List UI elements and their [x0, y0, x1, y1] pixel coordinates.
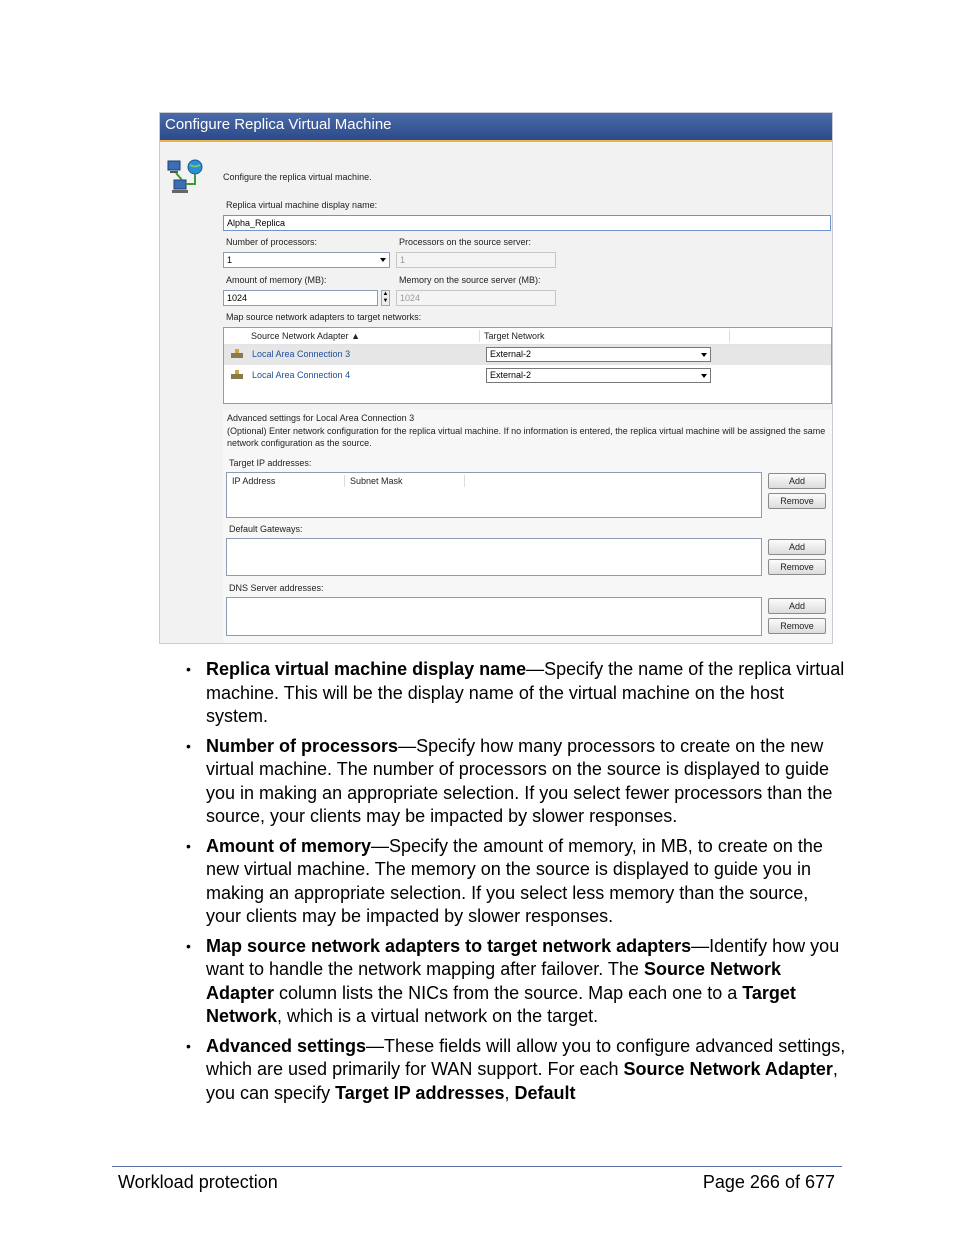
remove-ip-button[interactable]: Remove	[768, 493, 826, 509]
add-dns-button[interactable]: Add	[768, 598, 826, 614]
gateways-label: Default Gateways:	[229, 524, 303, 534]
list-item	[186, 658, 846, 729]
target-network-value: External-2	[490, 370, 532, 380]
grid-row[interactable]	[224, 366, 831, 386]
network-adapter-icon	[230, 370, 244, 380]
advanced-note: (Optional) Enter network configuration for the replica virtual machine. If no information is entered, the replica virtual machine will be assigned the same network configuration as the source.	[227, 426, 826, 448]
sort-ascending-icon: ▲	[351, 331, 360, 341]
bullet-text: —Specify how many processors to create on the new virtual machine. The number of processors on the source is displayed to guide you in making an appropriate selection. If you select fewer processors than the source, your clients may be impacted by slower responses.	[206, 735, 833, 826]
title-underline	[160, 140, 832, 142]
footer-divider	[112, 1166, 842, 1167]
adapter-name: Local Area Connection 4	[252, 370, 351, 380]
memory-spinner[interactable]	[381, 290, 390, 306]
bullet-term: Replica virtual machine display name	[206, 659, 527, 679]
memory-value: 1024	[227, 293, 248, 303]
spinner-up-icon[interactable]: ▲	[382, 291, 389, 297]
display-name-label: Replica virtual machine display name:	[226, 200, 378, 210]
target-ip-label: Target IP addresses:	[229, 458, 312, 468]
target-network-select[interactable]	[486, 368, 711, 383]
col-divider	[344, 475, 345, 487]
bullet-term: Number of processors	[206, 735, 399, 756]
source-processors-label: Processors on the source server:	[399, 237, 532, 247]
network-mapping-grid	[223, 327, 832, 404]
memory-label: Amount of memory (MB):	[226, 275, 327, 285]
col-target-network[interactable]: Target Network	[484, 331, 545, 341]
target-network-value: External-2	[490, 349, 532, 359]
bullet-term: Advanced settings	[206, 1035, 367, 1056]
col-divider	[464, 475, 465, 487]
bullet-text: —Specify the amount of memory, in MB, to create on the new virtual machine. The memory on the source is displayed to guide you in making an appropriate selection. If you select less memory than the source, your clients may be impacted by slower responses.	[206, 835, 823, 926]
target-network-select[interactable]	[486, 347, 711, 362]
source-memory-field	[396, 290, 556, 306]
grid-header	[224, 328, 831, 345]
source-processors-field	[396, 252, 556, 268]
list-item	[186, 935, 846, 1029]
add-gateway-button[interactable]: Add	[768, 539, 826, 555]
remove-dns-button[interactable]: Remove	[768, 618, 826, 634]
advanced-heading: Advanced settings for Local Area Connection 3	[227, 413, 415, 423]
memory-input[interactable]	[223, 290, 378, 306]
map-adapters-label: Map source network adapters to target networks:	[226, 312, 422, 322]
adapter-name: Local Area Connection 3	[252, 349, 351, 359]
bullet-text: , which is a virtual network on the target.	[277, 1006, 599, 1026]
chevron-down-icon	[380, 258, 386, 262]
bullet-term: Map source network adapters to target network adapters	[206, 935, 692, 956]
source-memory-value: 1024	[400, 293, 421, 303]
target-ip-list[interactable]	[226, 472, 762, 518]
col-source-adapter[interactable]	[251, 331, 360, 341]
col-ip-address[interactable]: IP Address	[232, 476, 276, 486]
bullet-emphasis: Source Network Adapter	[623, 1059, 833, 1079]
col-source-adapter-label: Source Network Adapter	[251, 331, 349, 341]
bullet-text: column lists the NICs from the source. Map each one to a	[274, 982, 743, 1003]
chevron-down-icon	[701, 353, 707, 357]
configure-replica-dialog	[159, 112, 833, 644]
col-subnet-mask[interactable]: Subnet Mask	[350, 476, 403, 486]
bullet-term: Amount of memory	[206, 835, 372, 856]
list-item	[186, 1035, 846, 1106]
network-computers-icon	[166, 158, 206, 198]
source-processors-value: 1	[400, 255, 406, 265]
footer-section-title: Workload protection	[118, 1172, 278, 1192]
dns-list[interactable]	[226, 597, 762, 636]
advanced-settings-panel	[223, 410, 832, 643]
bullet-text: , you can specify	[206, 1059, 838, 1103]
remove-gateway-button[interactable]: Remove	[768, 559, 826, 575]
dialog-title: Configure Replica Virtual Machine	[165, 116, 392, 133]
bullet-emphasis: Default	[514, 1082, 576, 1103]
bullet-emphasis: Target IP addresses	[335, 1082, 505, 1103]
bullet-text: ,	[504, 1082, 515, 1103]
bullet-text: —Identify how you want to handle the network mapping after failover. The	[206, 935, 840, 979]
add-ip-button[interactable]: Add	[768, 473, 826, 489]
col-divider	[479, 330, 480, 342]
display-name-value: Alpha_Replica	[227, 218, 286, 228]
bullet-emphasis: Source Network Adapter	[206, 959, 781, 1003]
field-descriptions-list	[186, 658, 846, 1111]
bullet-emphasis: Target Network	[206, 982, 796, 1026]
grid-row[interactable]	[224, 345, 831, 365]
source-memory-label: Memory on the source server (MB):	[399, 275, 541, 285]
dns-label: DNS Server addresses:	[229, 583, 324, 593]
spinner-down-icon[interactable]: ▼	[382, 298, 389, 304]
dialog-titlebar	[160, 113, 832, 140]
col-divider	[729, 330, 730, 342]
network-adapter-icon	[230, 349, 244, 359]
display-name-input[interactable]	[223, 215, 831, 231]
bullet-text: —These fields will allow you to configure advanced settings, which are used primarily for WAN support. For each	[206, 1035, 846, 1079]
processors-select[interactable]	[223, 252, 390, 268]
footer-page-number: Page 266 of 677	[702, 1172, 835, 1192]
list-item	[186, 735, 846, 829]
gateways-list[interactable]	[226, 538, 762, 576]
chevron-down-icon	[701, 374, 707, 378]
processors-label: Number of processors:	[226, 237, 318, 247]
list-item	[186, 835, 846, 929]
bullet-text: —Specify the name of the replica virtual machine. This will be the display name of the virtual machine on the host system.	[206, 659, 845, 726]
intro-text: Configure the replica virtual machine.	[223, 172, 372, 182]
processors-value: 1	[227, 255, 233, 265]
